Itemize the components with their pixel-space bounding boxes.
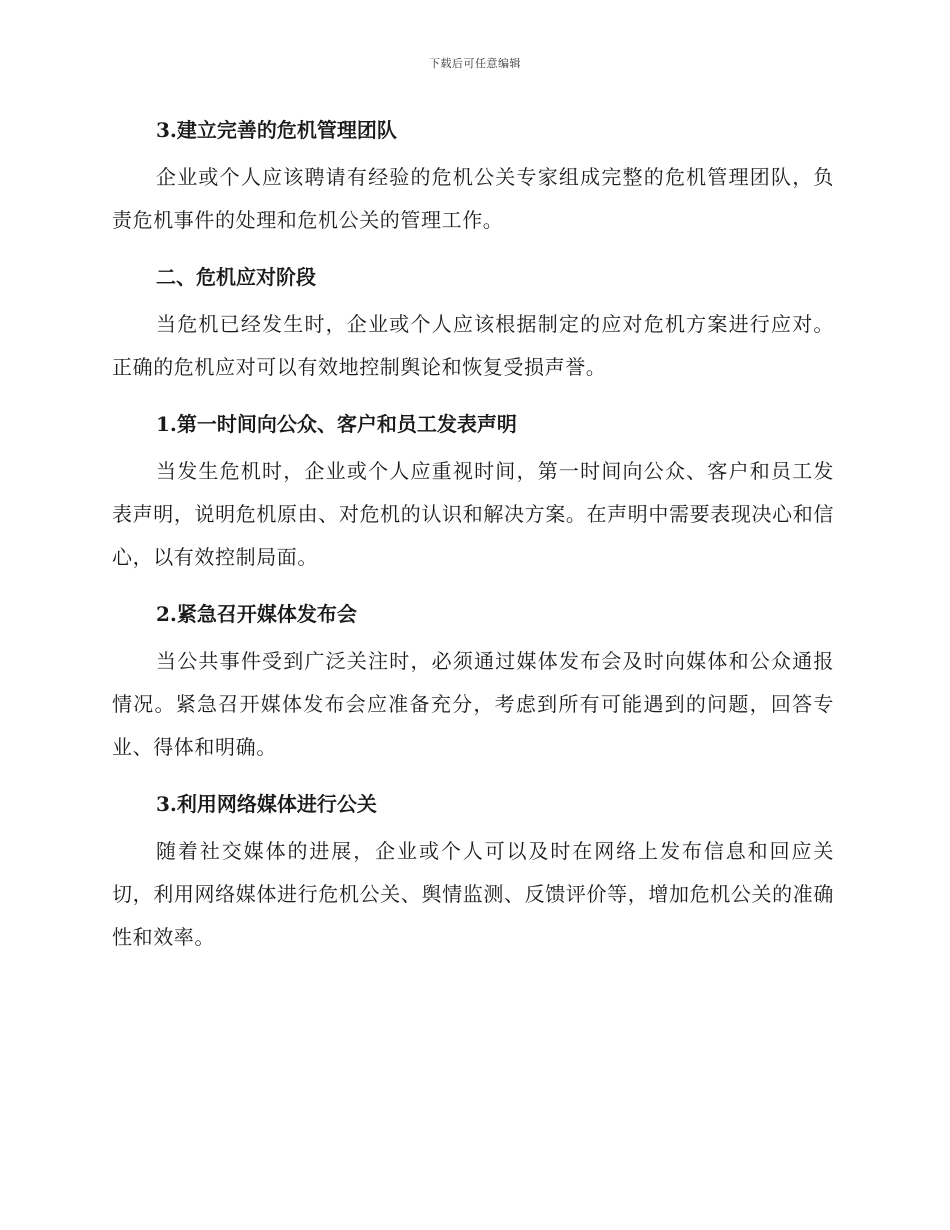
section-heading: 3.建立完善的危机管理团队 <box>156 118 397 142</box>
section-paragraph: 随着社交媒体的进展，企业或个人可以及时在网络上发布信息和回应关切，利用网络媒体进行危机公关、舆情监测、反馈评价等，增加危机公关的准确性和效率。 <box>112 839 834 949</box>
page-header: 下载后可任意编辑 <box>429 57 521 70</box>
section-paragraph: 当发生危机时，企业或个人应重视时间，第一时间向公众、客户和员工发表声明，说明危机原由、对危机的认识和解决方案。在声明中需要表现决心和信心，以有效控制局面。 <box>112 459 834 569</box>
section-heading: 2.紧急召开媒体发布会 <box>156 602 357 626</box>
section-paragraph: 当危机已经发生时，企业或个人应该根据制定的应对危机方案进行应对。正确的危机应对可以有效地控制舆论和恢复受损声誉。 <box>112 312 834 379</box>
document-body <box>112 108 834 959</box>
section-paragraph: 当公共事件受到广泛关注时，必须通过媒体发布会及时向媒体和公众通报情况。紧急召开媒体发布会应准备充分，考虑到所有可能遇到的问题，回答专业、得体和明确。 <box>112 649 834 759</box>
section-paragraph: 企业或个人应该聘请有经验的危机公关专家组成完整的危机管理团队，负责危机事件的处理和危机公关的管理工作。 <box>112 165 834 232</box>
section-heading: 1.第一时间向公众、客户和员工发表声明 <box>156 412 517 436</box>
section-heading: 3.利用网络媒体进行公关 <box>156 792 377 816</box>
section-heading: 二、危机应对阶段 <box>156 265 316 289</box>
